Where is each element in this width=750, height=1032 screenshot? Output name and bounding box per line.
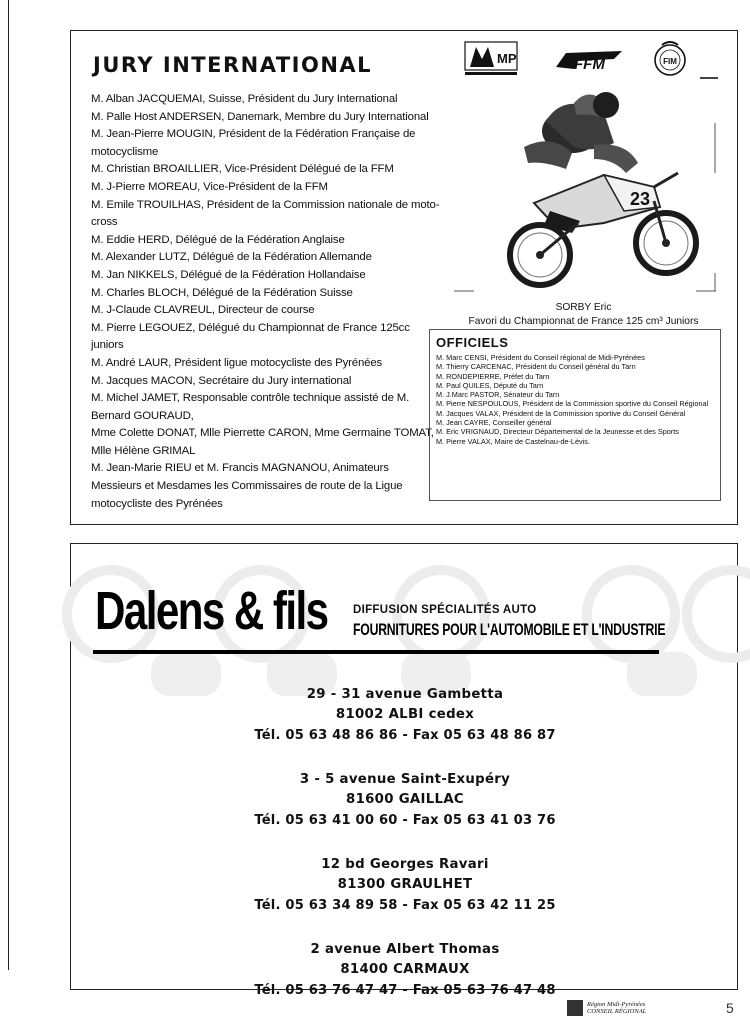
dalens-advertisement <box>70 543 738 998</box>
rider-photo <box>454 83 716 293</box>
address-street: 29 - 31 avenue Gambetta <box>306 687 504 702</box>
officiels-list <box>436 353 714 446</box>
jury-member: M. Jacques MACON, Secrétaire du Jury international <box>91 374 352 387</box>
official-item: M. RONDEPIERRE, Préfet du Tarn <box>436 371 550 381</box>
address-city: 81600 GAILLAC <box>346 792 464 807</box>
jury-title: JURY INTERNATIONAL <box>93 53 373 77</box>
jury-section <box>70 30 738 525</box>
address-phone-fax: Tél. 05 63 34 89 58 - Fax 05 63 42 11 25 <box>254 898 556 913</box>
address-street: 2 avenue Albert Thomas <box>310 942 500 957</box>
official-item: M. Thierry CARCENAC, Président du Conseil général du Tarn <box>436 362 636 372</box>
jury-member: Mme Colette DONAT, Mlle Pierrette CARON, Mme Germaine TOMAT, Mlle Hélène GRIMAL <box>91 427 434 457</box>
bike-number: 23 <box>630 189 651 209</box>
official-item: M. Pierre VALAX, Maire de Castelnau-de-Lévis. <box>436 436 590 446</box>
mp-logo-text: MP <box>497 51 517 66</box>
official-item: M. Paul QUILES, Député du Tarn <box>436 380 544 390</box>
official-item: M. Pierre NESPOULOUS, Président de la Commission sportive du Conseil Régional <box>436 399 709 409</box>
jury-member-list <box>91 91 441 513</box>
ffm-logo-text: FFM <box>574 56 605 73</box>
jury-member: M. J-Pierre MOREAU, Vice-Président de la FFM <box>91 180 328 193</box>
region-emblem-icon <box>567 1000 583 1016</box>
jury-member: M. Alban JACQUEMAI, Suisse, Président du Jury International <box>91 93 398 105</box>
fim-logo-text: FIM <box>663 57 677 66</box>
caption-rider-name: SORBY Eric <box>555 302 612 313</box>
address-phone-fax: Tél. 05 63 76 47 47 - Fax 05 63 76 47 48 <box>254 983 556 998</box>
address-city: 81400 CARMAUX <box>340 962 470 977</box>
address-city: 81300 GRAULHET <box>337 877 473 892</box>
store-address <box>71 855 739 916</box>
region-name: Région Midi-Pyrénées <box>587 1001 646 1008</box>
sponsor-logos <box>464 39 724 83</box>
photo-caption <box>436 301 731 329</box>
ffm-logo <box>552 47 626 75</box>
officiels-title: OFFICIELS <box>436 335 509 350</box>
region-council: CONSEIL RÉGIONAL <box>587 1008 647 1015</box>
jury-member: M. Charles BLOCH, Délégué de la Fédération Suisse <box>91 286 353 299</box>
jury-member: M. André LAUR, Président ligue motocycliste des Pyrénées <box>91 356 383 369</box>
address-phone-fax: Tél. 05 63 48 86 86 - Fax 05 63 48 86 87 <box>254 728 556 743</box>
fim-emblem-logo <box>650 39 690 79</box>
jury-member: M. Emile TROUILHAS, Président de la Commission nationale de moto-cross <box>91 198 440 229</box>
jury-member: M. Jean-Marie RIEU et M. Francis MAGNANOU, Animateurs Messieurs et Mesdames les Commissaires de route de la Ligue motocycliste des Pyrénées <box>91 462 403 510</box>
jury-member: M. Christian BROAILLIER, Vice-Président Délégué de la FFM <box>91 163 394 176</box>
page-number: 5 <box>726 1000 734 1016</box>
jury-member: M. Palle Host ANDERSEN, Danemark, Membre du Jury International <box>91 110 429 123</box>
address-phone-fax: Tél. 05 63 41 00 60 - Fax 05 63 41 03 76 <box>254 813 556 828</box>
jury-member: M. Jean-Pierre MOUGIN, Président de la Fédération Française de motocyclisme <box>91 128 416 158</box>
jury-member: M. Jan NIKKELS, Délégué de la Fédération Hollandaise <box>91 268 366 281</box>
store-address <box>71 940 739 1001</box>
corner-mark <box>700 77 718 79</box>
address-city: 81002 ALBI cedex <box>335 707 475 722</box>
store-address <box>71 685 739 746</box>
officiels-box <box>429 329 721 501</box>
dalens-brand-name: Dalens & fils <box>95 581 328 641</box>
jury-member: M. Eddie HERD, Délégué de la Fédération Anglaise <box>91 233 345 246</box>
store-address <box>71 770 739 831</box>
official-item: M. Jacques VALAX, Président de la Commission sportive du Conseil Général <box>436 408 686 418</box>
dalens-tagline: DIFFUSION SPÉCIALITÉS AUTO <box>353 604 537 616</box>
official-item: M. J.Marc PASTOR, Sénateur du Tarn <box>436 390 560 400</box>
motocross-jump-illustration <box>454 83 716 293</box>
dalens-subtagline: FOURNITURES POUR L'AUTOMOBILE ET L'INDUSTRIE <box>353 620 666 639</box>
left-margin-rule <box>0 0 9 970</box>
jury-member: M. J-Claude CLAVREUL, Directeur de course <box>91 304 315 317</box>
official-item: M. Jean CAYRE, Conseiller général <box>436 418 552 428</box>
jury-member: M. Alexander LUTZ, Délégué de la Fédération Allemande <box>91 251 372 264</box>
official-item: M. Eric VRIGNAUD, Directeur Départemental de la Jeunesse et des Sports <box>436 427 679 437</box>
brand-underline <box>93 650 659 654</box>
address-street: 3 - 5 avenue Saint-Exupéry <box>299 772 511 787</box>
address-street: 12 bd Georges Ravari <box>321 857 489 872</box>
caption-description: Favori du Championnat de France 125 cm³ Juniors <box>468 316 699 327</box>
region-midi-pyrenees-logo <box>567 1000 677 1016</box>
region-logo-text <box>587 1001 646 1015</box>
jury-member: M. Michel JAMET, Responsable contrôle technique assisté de M. Bernard GOURAUD, <box>91 392 410 422</box>
store-address-list <box>71 685 739 1025</box>
ligue-midi-pyrenees-logo <box>464 41 518 77</box>
jury-member: M. Pierre LEGOUEZ, Délégué du Championnat de France 125cc juniors <box>91 321 410 352</box>
official-item: M. Marc CENSI, Président du Conseil régional de Midi-Pyrénées <box>436 353 645 362</box>
